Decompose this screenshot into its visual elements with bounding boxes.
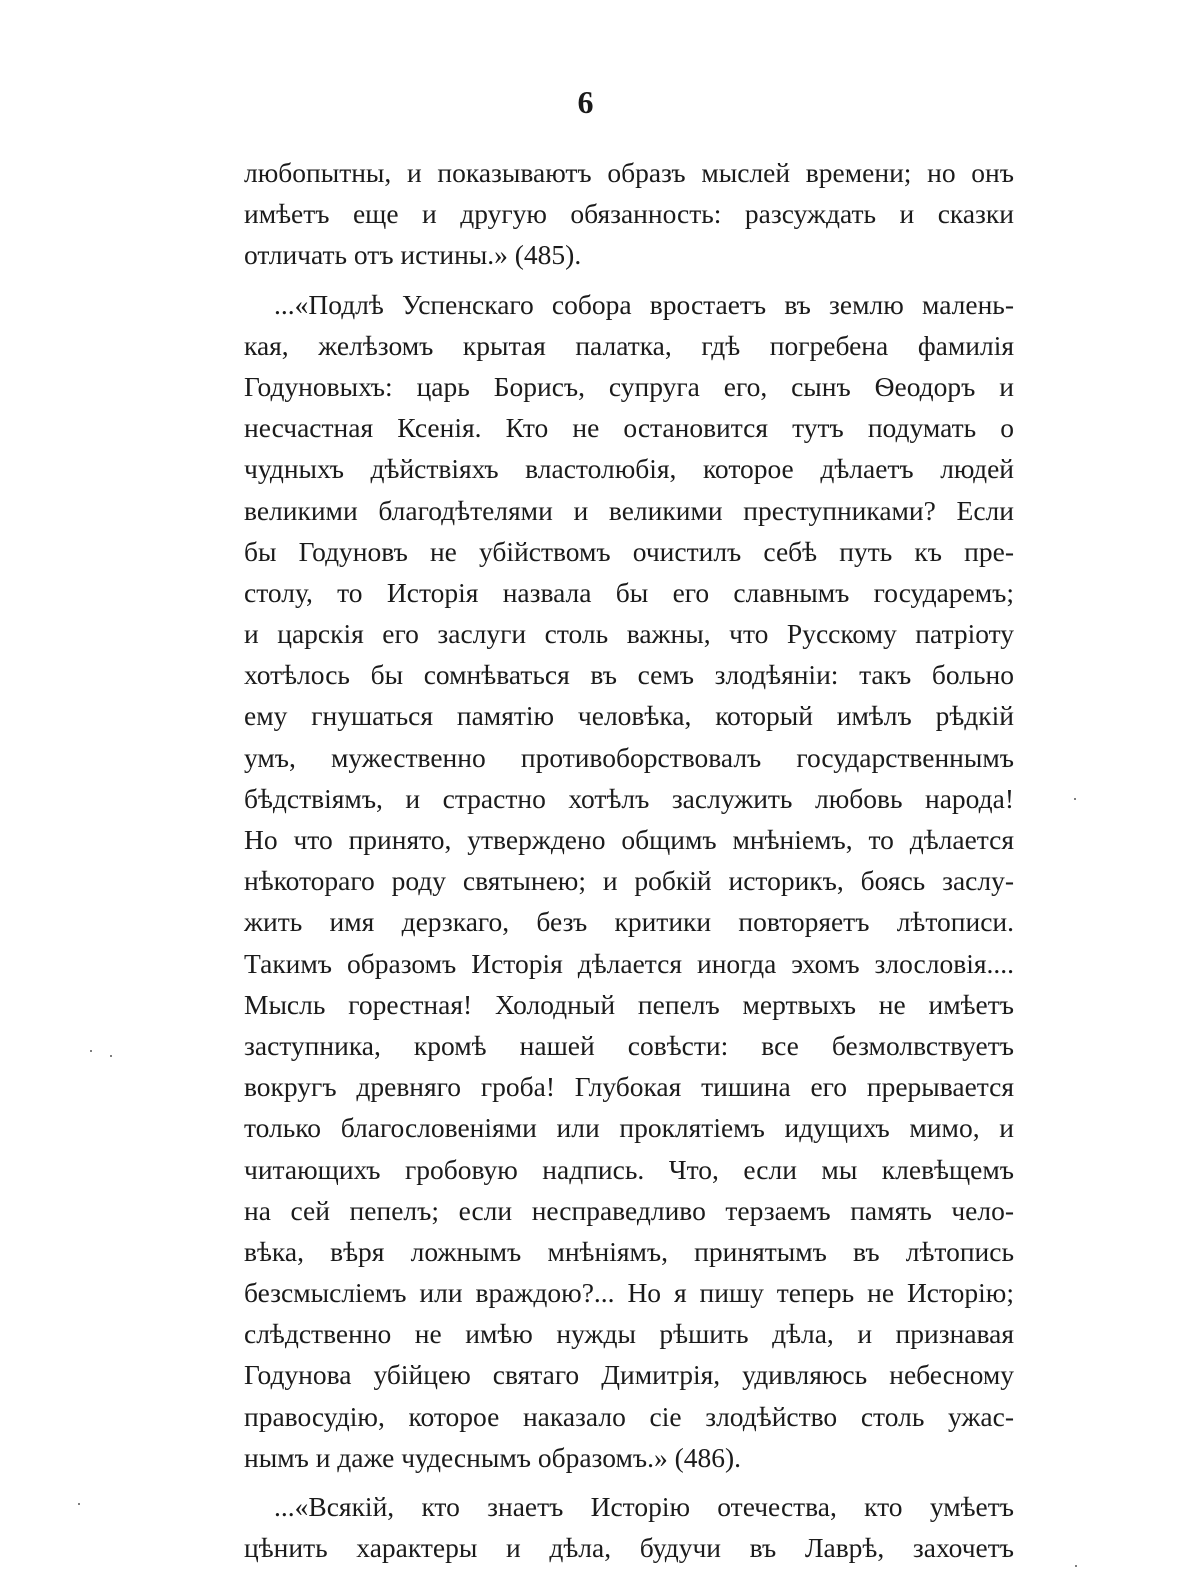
text-line: нѣкотораго роду святынею; и робкій историкъ, боясь заслу-: [244, 865, 1014, 897]
paragraph: [244, 284, 1014, 1478]
text-line: бы Годуновъ не убійствомъ очистилъ себѣ путь къ пре-: [244, 535, 1014, 567]
text-line: цѣнить характеры и дѣла, будучи въ Лаврѣ, захочетъ: [244, 1532, 1014, 1564]
paragraph-gap: [244, 1478, 1014, 1486]
text-line: ...«Подлѣ Успенскаго собора вростаетъ въ землю малень-: [274, 288, 1014, 320]
text-line: слѣдственно не имѣю нужды рѣшить дѣла, и признавая: [244, 1318, 1014, 1350]
text-line: на сей пепелъ; если несправедливо терзаемъ память чело-: [244, 1194, 1014, 1226]
text-line: вокругъ древняго гроба! Глубокая тишина его прерывается: [244, 1071, 1014, 1103]
text-line: кая, желѣзомъ крытая палатка, гдѣ погребена фамилія: [244, 329, 1014, 361]
text-line: ...«Всякій, кто знаетъ Исторію отечества, кто умѣетъ: [274, 1491, 1014, 1522]
scan-speck: [110, 1055, 112, 1057]
text-line: заступника, кромѣ нашей совѣсти: все безмолвствуетъ: [244, 1029, 1014, 1061]
scan-speck: [1074, 798, 1076, 800]
text-line: только благословеніями или проклятіемъ идущихъ мимо, и: [244, 1112, 1014, 1144]
text-line: ему гнушаться памятію человѣка, который имѣлъ рѣдкій: [244, 700, 1014, 732]
text-line: умъ, мужественно противоборствовалъ государственнымъ: [244, 741, 1014, 773]
text-line: хотѣлось бы сомнѣваться въ семъ злодѣяніи: такъ больно: [244, 659, 1014, 691]
text-line: жить имя дерзкаго, безъ критики повторяетъ лѣтописи.: [244, 906, 1014, 938]
text-line: правосудію, которое наказало сіе злодѣйство столь ужас-: [244, 1400, 1014, 1432]
scan-speck: [1075, 1565, 1077, 1567]
text-line: бѣдствіямъ, и страстно хотѣлъ заслужить любовь народа!: [244, 782, 1014, 814]
scan-speck: [78, 1503, 80, 1505]
text-line: Но что принято, утверждено общимъ мнѣніемъ, то дѣлается: [244, 824, 1014, 855]
text-line: Мысль горестная! Холодный пепелъ мертвыхъ не имѣетъ: [244, 988, 1014, 1020]
text-line: вѣка, вѣря ложнымъ мнѣніямъ, принятымъ въ лѣтопись: [244, 1235, 1014, 1267]
text-line: великими благодѣтелями и великими преступниками? Если: [244, 494, 1014, 526]
paragraph-gap: [244, 276, 1014, 284]
paragraph: [244, 152, 1014, 276]
page-number-text: 6: [577, 84, 594, 120]
scan-speck: [90, 1050, 92, 1052]
text-line: Такимъ образомъ Исторія дѣлается иногда эхомъ злословія....: [244, 947, 1014, 979]
text-line: читающихъ гробовую надпись. Что, если мы клевѣщемъ: [244, 1153, 1014, 1185]
text-line: чудныхъ дѣйствіяхъ властолюбія, которое дѣлаетъ людей: [244, 453, 1014, 485]
text-line: отличать отъ истины.» (485).: [244, 239, 582, 271]
text-line: несчастная Ксенія. Кто не остановится тутъ подумать о: [244, 412, 1014, 444]
text-line: Годунова убійцею святаго Димитрія, удивляюсь небесному: [244, 1359, 1014, 1391]
text-line: и царскія его заслуги столь важны, что Русскому патріоту: [244, 618, 1014, 650]
text-line: Годуновыхъ: царь Борисъ, супруга его, сынъ Ѳеодоръ и: [244, 370, 1014, 402]
text-line: любопытны, и показываютъ образъ мыслей времени; но онъ: [244, 157, 1014, 188]
text-line: имѣетъ еще и другую обязанность: разсуждать и сказки: [244, 198, 1014, 230]
text-line: безсмысліемъ или враждою?... Но я пишу теперь не Исторію;: [244, 1277, 1014, 1309]
paragraph: [244, 1486, 1014, 1568]
body-text: [244, 152, 1014, 1568]
text-line: столу, то Исторія назвала бы его славнымъ государемъ;: [244, 576, 1014, 608]
text-line: нымъ и даже чудеснымъ образомъ.» (486).: [244, 1441, 742, 1473]
page-number: [0, 82, 1191, 122]
